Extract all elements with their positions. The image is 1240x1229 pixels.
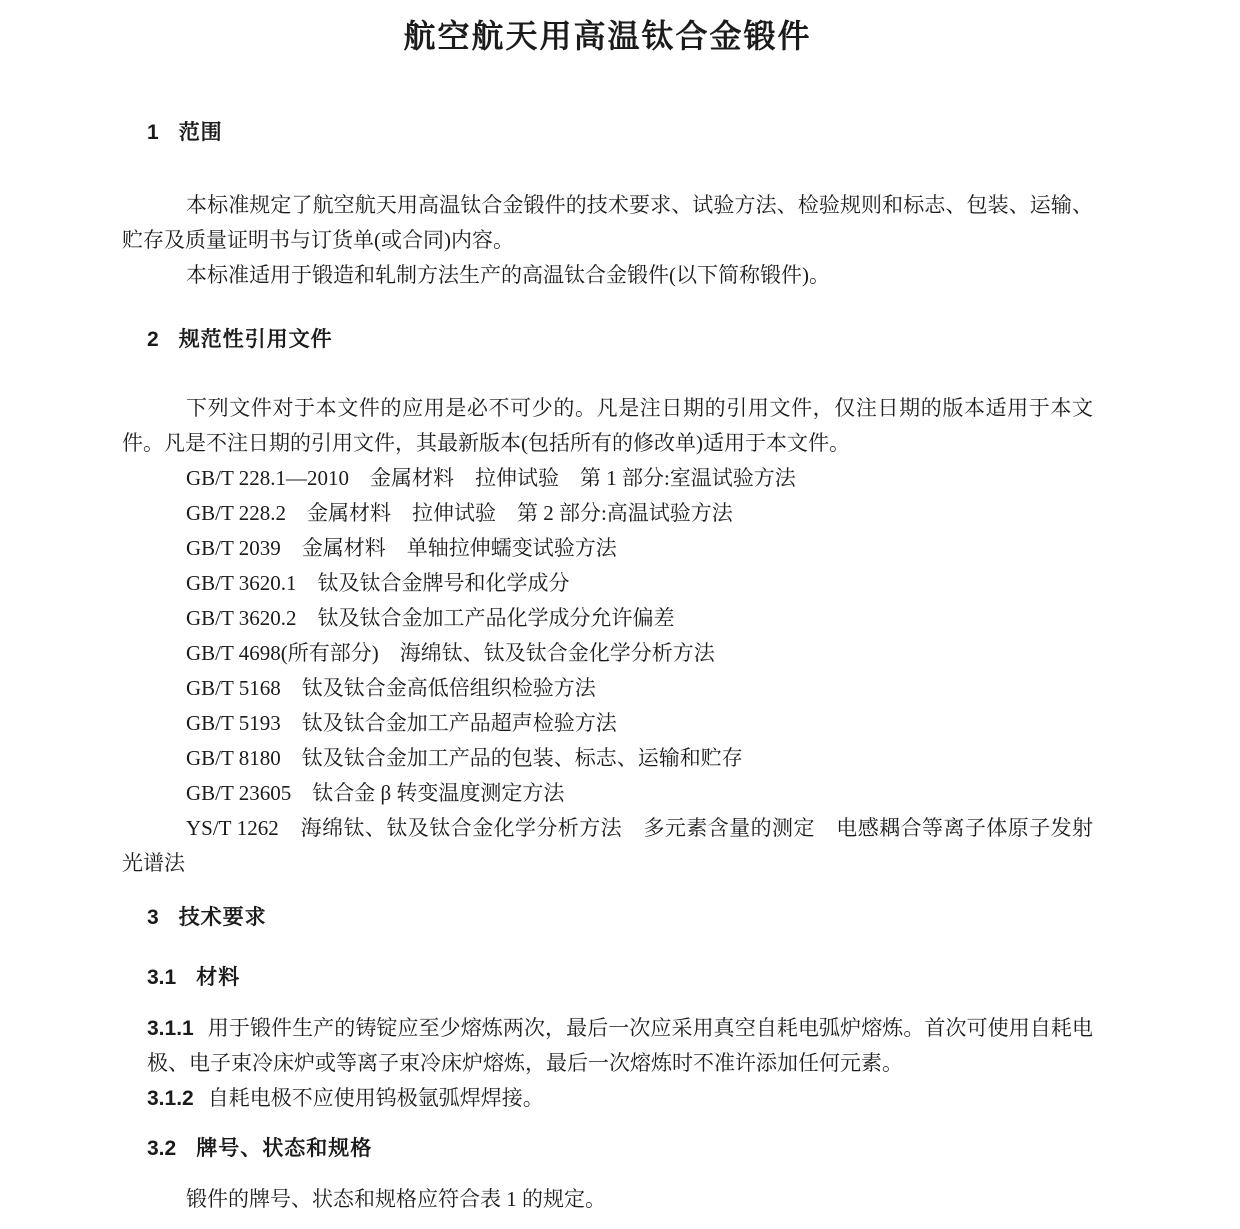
reference-item: YS/T 1262 海绵钛、钛及钛合金化学分析方法 多元素含量的测定 电感耦合等离子体原子发射光谱法 [122,816,1093,875]
section-3-1-heading [147,965,1093,991]
section-3-1-number: 3.1 [147,966,177,989]
reference-item: GB/T 228.1—2010 金属材料 拉伸试验 第 1 部分:室温试验方法 [186,466,796,490]
clause-3-1-1 [147,1011,1093,1081]
section-1-heading-label: 范围 [178,121,223,144]
section-2-heading-label: 规范性引用文件 [178,328,333,351]
reference-item: GB/T 5193 钛及钛合金加工产品超声检验方法 [186,711,617,735]
clause-3-1-1-number: 3.1.1 [147,1017,194,1040]
reference-item: GB/T 23605 钛合金 β 转变温度测定方法 [186,781,565,805]
section-1-paragraph-1: 本标准规定了航空航天用高温钛合金锻件的技术要求、试验方法、检验规则和标志、包装、运输、贮存及质量证明书与订货单(或合同)内容。 [122,193,1093,252]
reference-item: GB/T 2039 金属材料 单轴拉伸蠕变试验方法 [186,536,617,560]
section-3-2-heading [147,1136,1093,1162]
clause-3-1-2-number: 3.1.2 [147,1087,194,1110]
section-3-heading-label: 技术要求 [178,906,267,929]
section-3-2-number: 3.2 [147,1137,177,1160]
document-title: 航空航天用高温钛合金锻件 [403,18,812,54]
reference-item: GB/T 8180 钛及钛合金加工产品的包装、标志、运输和贮存 [186,746,743,770]
section-1-number: 1 [147,121,159,144]
reference-item: GB/T 5168 钛及钛合金高低倍组织检验方法 [186,676,596,700]
reference-item: GB/T 3620.1 钛及钛合金牌号和化学成分 [186,571,570,595]
reference-item: GB/T 228.2 金属材料 拉伸试验 第 2 部分:高温试验方法 [186,501,733,525]
section-2-intro: 下列文件对于本文件的应用是必不可少的。凡是注日期的引用文件，仅注日期的版本适用于本文件。凡是不注日期的引用文件，其最新版本(包括所有的修改单)适用于本文件。 [122,396,1093,455]
section-3-2-paragraph: 锻件的牌号、状态和规格应符合表 1 的规定。 [186,1187,606,1211]
reference-item: GB/T 3620.2 钛及钛合金加工产品化学成分允许偏差 [186,606,675,630]
clause-3-1-2 [147,1081,1093,1116]
section-3-1-heading-label: 材料 [196,966,241,989]
clause-3-1-2-text: 自耗电极不应使用钨极氩弧焊焊接。 [207,1086,544,1110]
section-1-paragraph-2: 本标准适用于锻造和轧制方法生产的高温钛合金锻件(以下简称锻件)。 [186,263,830,287]
section-3-number: 3 [147,906,159,929]
reference-item: GB/T 4698(所有部分) 海绵钛、钛及钛合金化学分析方法 [186,641,715,665]
section-3-heading [147,905,1093,931]
section-1-heading [147,120,1093,146]
section-3-2-heading-label: 牌号、状态和规格 [196,1137,373,1160]
section-2-number: 2 [147,328,159,351]
section-2-heading [147,327,1093,353]
clause-3-1-1-text: 用于锻件生产的铸锭应至少熔炼两次，最后一次应采用真空自耗电弧炉熔炼。首次可使用自耗电极、电子束冷床炉或等离子束冷床炉熔炼，最后一次熔炼时不准许添加任何元素。 [147,1016,1093,1075]
